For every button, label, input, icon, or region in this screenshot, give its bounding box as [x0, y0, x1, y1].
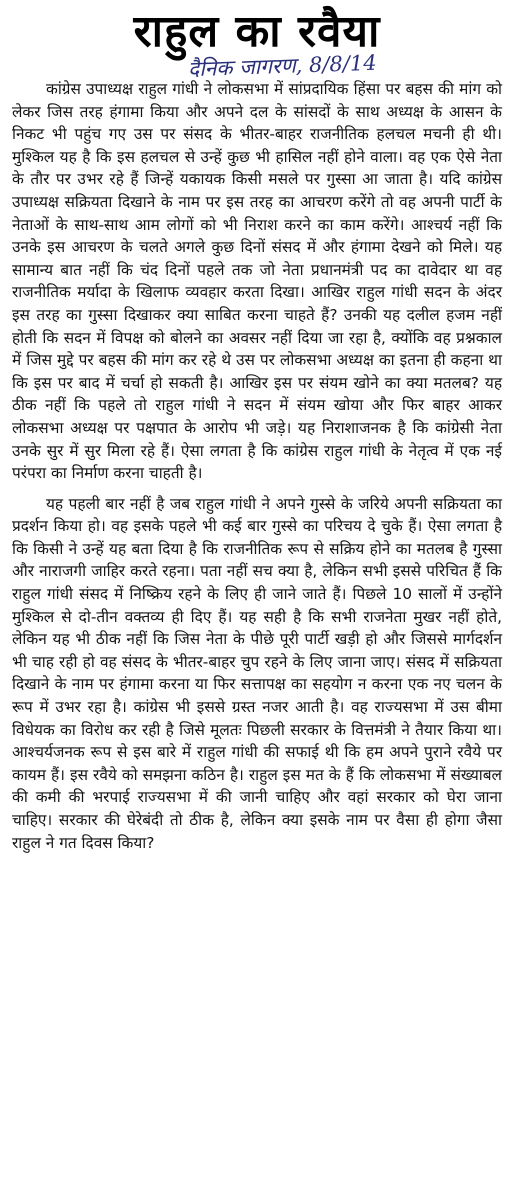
- article-body: [12, 78, 502, 854]
- paragraph-1: कांग्रेस उपाध्यक्ष राहुल गांधी ने लोकसभा में सांप्रदायिक हिंसा पर बहस की मांग को लेकर जिस तरह हंगामा किया और अपने दल के सांसदों के साथ अध्यक्ष के आसन के निकट भी पहुंच गए उस पर संसद के भीतर-बाहर राजनीतिक हलचल मचनी ही थी। मुश्किल यह है कि इस हलचल से उन्हें कुछ भी हासिल नहीं होने वाला। वह एक ऐसे नेता के तौर पर उभर रहे हैं जिन्हें यकायक किसी मसले पर गुस्सा आ जाता है। यदि कांग्रेस उपाध्यक्ष सक्रियता दिखाने के नाम पर इस तरह का आचरण करेंगे तो वह अपनी पार्टी के नेताओं के साथ-साथ आम लोगों को भी निराश करने का काम करेंगे। आश्चर्य नहीं कि उनके इस आचरण के चलते अगले कुछ दिनों संसद में और हंगामा देखने को मिले। यह सामान्य बात नहीं कि चंद दिनों पहले तक जो नेता प्रधानमंत्री पद का दावेदार था वह राजनीतिक मर्यादा के खिलाफ व्यवहार करता दिखा। आखिर राहुल गांधी सदन के अंदर इस तरह का गुस्सा दिखाकर क्या साबित करना चाहते हैं? उनकी यह दलील हजम नहीं होती कि सदन में विपक्ष को बोलने का अवसर नहीं दिया जा रहा है, क्योंकि वह प्रश्नकाल में जिस मुद्दे पर बहस की मांग कर रहे थे उस पर लोकसभा अध्यक्ष का इतना ही कहना था कि इस पर बाद में चर्चा हो सकती है। आखिर इस पर संयम खोने का क्या मतलब? यह ठीक नहीं कि पहले तो राहुल गांधी ने सदन में संयम खोया और फिर बाहर आकर लोकसभा अध्यक्ष पर पक्षपात के आरोप भी जड़े। यह निराशाजनक है कि कांग्रेसी नेता उनके सुर में सुर मिला रहे हैं। ऐसा लगता है कि कांग्रेस राहुल गांधी के नेतृत्व में एक नई परंपरा का निर्माण करना चाहती है।: [12, 80, 502, 483]
- headline: राहुल का रवैया: [133, 6, 381, 57]
- handwritten-source-date: दैनिक जागरण, 8/8/14: [187, 50, 377, 82]
- paragraph-2: यह पहली बार नहीं है जब राहुल गांधी ने अपने गुस्से के जरिये अपनी सक्रियता का प्रदर्शन किया हो। वह इसके पहले भी कई बार गुस्से का परिचय दे चुके हैं। ऐसा लगता है कि किसी ने उन्हें यह बता दिया है कि राजनीतिक रूप से सक्रिय होने का मतलब है गुस्सा और नाराजगी जाहिर करते रहना। पता नहीं सच क्या है, लेकिन सभी इससे परिचित हैं कि राहुल गांधी संसद में निष्क्रिय रहने के लिए ही जाने जाते हैं। पिछले 10 सालों में उन्होंने मुश्किल से दो-तीन वक्तव्य ही दिए हैं। यह सही है कि सभी राजनेता मुखर नहीं होते, लेकिन यह भी ठीक नहीं कि जिस नेता के पीछे पूरी पार्टी खड़ी हो और जिससे मार्गदर्शन भी चाह रही हो वह संसद के भीतर-बाहर चुप रहने के लिए जाना जाए। संसद में सक्रियता दिखाने के नाम पर हंगामा करना या फिर सत्तापक्ष का सहयोग न करना एक नए चलन के रूप में उभर रहा है। कांग्रेस भी इससे ग्रस्त नजर आती है। वह राज्यसभा में उस बीमा विधेयक का विरोध कर रही है जिसे मूलतः पिछली सरकार के वित्तमंत्री ने तैयार किया था। आश्चर्यजनक रूप से इस बारे में राहुल गांधी की सफाई थी कि हम अपने पुराने रवैये पर कायम हैं। इस रवैये को समझना कठिन है। राहुल इस मत के हैं कि लोकसभा में संख्याबल की कमी की भरपाई राज्यसभा में की जानी चाहिए और वहां सरकार को घेरा जाना चाहिए। सरकार की घेरेबंदी तो ठीक है, लेकिन क्या इसके नाम पर वैसा ही होगा जैसा राहुल ने गत दिवस किया?: [12, 494, 502, 852]
